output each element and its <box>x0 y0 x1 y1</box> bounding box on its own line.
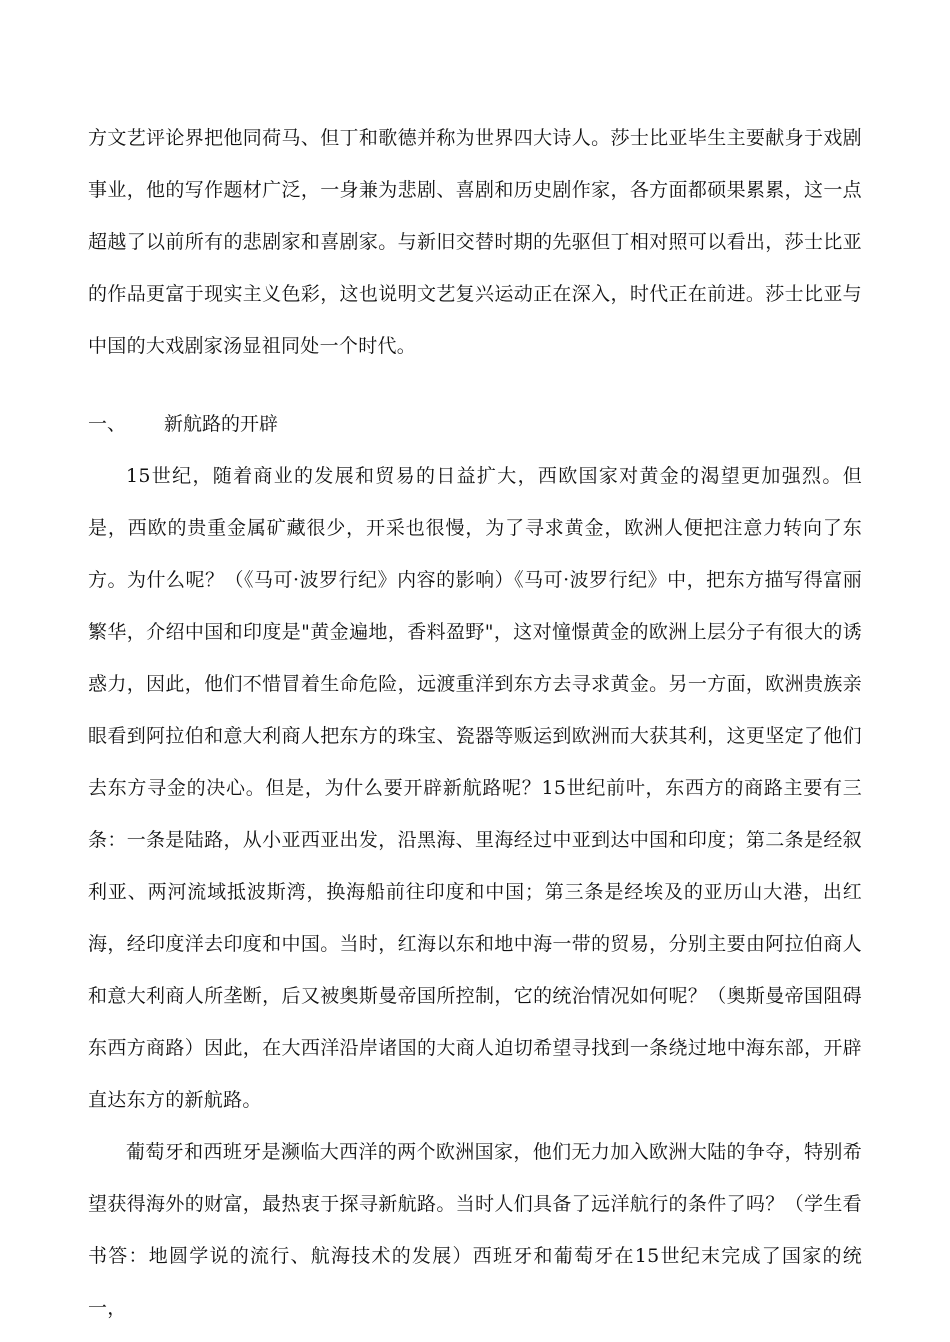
section-number: 一、 <box>88 413 127 435</box>
intro-paragraph: 方文艺评论界把他同荷马、但丁和歌德并称为世界四大诗人。莎士比亚毕生主要献身于戏剧事业，他的写作题材广泛，一身兼为悲剧、喜剧和历史剧作家，各方面都硕果累累，这一点超越了以前所有的悲剧家和喜剧家。与新旧交替时期的先驱但丁相对照可以看出，莎士比亚的作品更富于现实主义色彩，这也说明文艺复兴运动正在深入，时代正在前进。莎士比亚与中国的大戏剧家汤显祖同处一个时代。 <box>88 127 862 357</box>
section-title: 新航路的开辟 <box>164 413 279 435</box>
document-page <box>88 112 862 1334</box>
body-paragraph-2: 葡萄牙和西班牙是濒临大西洋的两个欧洲国家，他们无力加入欧洲大陆的争夺，特别希望获得海外的财富，最热衷于探寻新航路。当时人们具备了远洋航行的条件了吗？（学生看书答：地圆学说的流行、航海技术的发展）西班牙和葡萄牙在15世纪末完成了国家的统一， <box>88 1141 862 1319</box>
section-heading <box>88 398 862 450</box>
body-paragraph-1: 15世纪，随着商业的发展和贸易的日益扩大，西欧国家对黄金的渴望更加强烈。但是，西欧的贵重金属矿藏很少，开采也很慢，为了寻求黄金，欧洲人便把注意力转向了东方。为什么呢？（《马可·波罗行纪》内容的影响）《马可·波罗行纪》中，把东方描写得富丽繁华，介绍中国和印度是"黄金遍地，香料盈野"，这对憧憬黄金的欧洲上层分子有很大的诱惑力，因此，他们不惜冒着生命危险，远渡重洋到东方去寻求黄金。另一方面，欧洲贵族亲眼看到阿拉伯和意大利商人把东方的珠宝、瓷器等贩运到欧洲而大获其利，这更坚定了他们去东方寻金的决心。但是，为什么要开辟新航路呢？15世纪前叶，东西方的商路主要有三条：一条是陆路，从小亚西亚出发，沿黑海、里海经过中亚到达中国和印度；第二条是经叙利亚、两河流域抵波斯湾，换海船前往印度和中国；第三条是经埃及的亚历山大港，出红海，经印度洋去印度和中国。当时，红海以东和地中海一带的贸易，分别主要由阿拉伯商人和意大利商人所垄断，后又被奥斯曼帝国所控制，它的统治情况如何呢？（奥斯曼帝国阻碍东西方商路）因此，在大西洋沿岸诸国的大商人迫切希望寻找到一条绕过地中海东部，开辟直达东方的新航路。 <box>88 465 862 1111</box>
